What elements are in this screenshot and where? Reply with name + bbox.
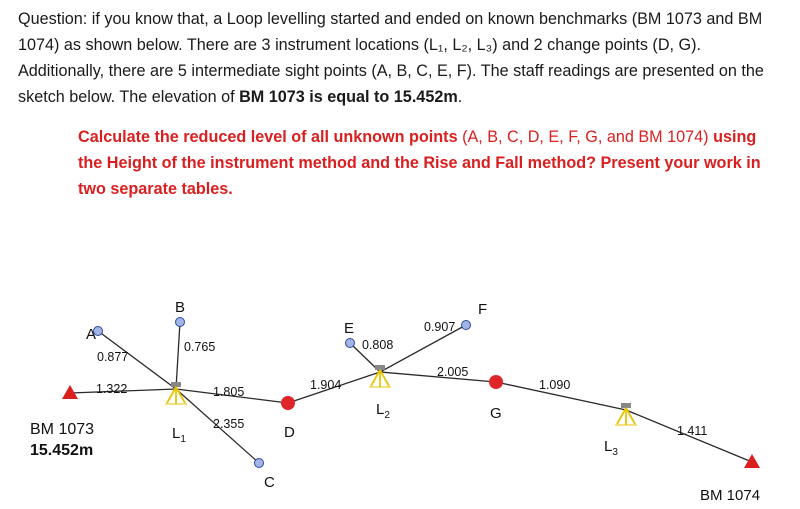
sight-point-f: [462, 321, 471, 330]
sight-point-b: [176, 318, 185, 327]
label-l1: $L_1$: [172, 425, 186, 445]
reading-d-back: 1.904: [310, 378, 342, 392]
label-f: F: [478, 301, 488, 318]
reading-b: 0.765: [184, 340, 216, 354]
reading-f: 0.907: [424, 320, 456, 334]
change-point-g: [489, 375, 503, 389]
label-b: B: [175, 299, 186, 316]
bm1073-elevation: 15.452m: [30, 442, 94, 459]
reading-bm1074: 1.411: [677, 424, 708, 438]
task-instructions: Calculate the reduced level of all unknown points (A, B, C, D, E, F, G, and BM 1074) using the Height of the instrument method and the Rise and Fall method? Present your work in two separate tables.: [78, 128, 761, 198]
sight-line-b-l1: [176, 322, 180, 389]
reading-d-fore: 1.805: [213, 385, 245, 399]
sight-point-c: [255, 459, 264, 468]
bm1073-name: BM 1073: [30, 421, 95, 438]
reading-c: 2.355: [213, 417, 245, 431]
label-e: E: [344, 320, 355, 337]
label-g: G: [490, 405, 502, 422]
bm1073-marker: [62, 385, 78, 399]
label-d: D: [284, 424, 295, 441]
reading-bm1073: 1.322: [96, 382, 128, 396]
reading-e: 0.808: [362, 338, 394, 352]
reading-g-fore: 2.005: [437, 365, 469, 379]
question-text: Question: if you know that, a Loop levelling started and ended on known benchmarks (BM 1073 and BM 1074) as shown below. There are 3 instrument locations (L₁, L₂, L₃) and 2 change points (D, G). Additionally, there are 5 intermediate sight points (A, B, C, E, F). The staff readings are presented on the sketch below. The elevation of BM 1073 is equal to 15.452m.: [18, 10, 764, 106]
label-a: A: [86, 326, 97, 343]
level-instrument-icon: [615, 403, 637, 425]
level-instrument-icon: [165, 382, 187, 404]
reading-a: 0.877: [97, 350, 129, 364]
change-point-d: [281, 396, 295, 410]
reading-g-back: 1.090: [539, 378, 571, 392]
bm1074-marker: [744, 454, 760, 468]
sight-point-e: [346, 339, 355, 348]
bm1074-name: BM 1074: [700, 487, 761, 504]
label-l3: $L_3$: [604, 438, 618, 458]
label-c: C: [264, 474, 275, 491]
label-l2: $L_2$: [376, 401, 390, 421]
